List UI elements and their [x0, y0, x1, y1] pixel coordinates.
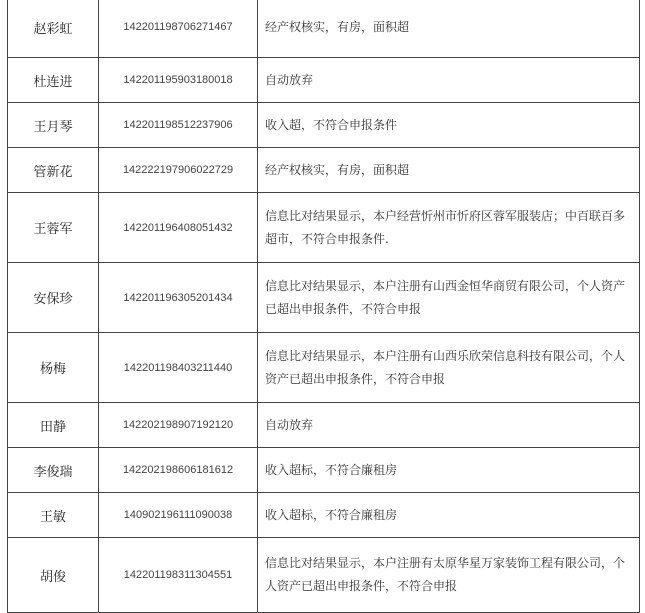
table-row: [8, 58, 640, 103]
rejection-reason: 经产权核实，有房，面积超: [258, 0, 640, 58]
applicant-name: 王敏: [8, 493, 99, 538]
applicant-name: 管新花: [8, 148, 99, 193]
applicant-name: 杨梅: [8, 333, 99, 403]
applicant-table-body: [8, 0, 640, 613]
id-number: 142201198311304551: [99, 538, 258, 613]
applicant-name: 王月琴: [8, 103, 99, 148]
rejection-reason: 收入超，不符合申报条件: [258, 103, 640, 148]
id-number: 142202198606181612: [99, 448, 258, 493]
rejection-reason: 经产权核实，有房，面积超: [258, 148, 640, 193]
applicant-table-container: [7, 0, 639, 613]
table-row: [8, 193, 640, 263]
rejection-reason: 信息比对结果显示，本户注册有山西乐欣荣信息科技有限公司，个人资产已超出申报条件，不符合申报: [258, 333, 640, 403]
id-number: 142222197906022729: [99, 148, 258, 193]
applicant-name: 王蓉军: [8, 193, 99, 263]
applicant-name: 杜连进: [8, 58, 99, 103]
id-number: 142201198706271467: [99, 0, 258, 58]
id-number: 142201196305201434: [99, 263, 258, 333]
table-row: [8, 0, 640, 58]
id-number: 142201195903180018: [99, 58, 258, 103]
id-number: 142202198907192120: [99, 403, 258, 448]
table-row: [8, 263, 640, 333]
table-row: [8, 333, 640, 403]
rejection-reason: 自动放弃: [258, 58, 640, 103]
applicant-table: [7, 0, 640, 613]
applicant-name: 安保珍: [8, 263, 99, 333]
table-row: [8, 538, 640, 613]
rejection-reason: 信息比对结果显示，本户经营忻州市忻府区蓉军服装店；中百联百多超市，不符合申报条件.: [258, 193, 640, 263]
id-number: 142201196408051432: [99, 193, 258, 263]
applicant-name: 赵彩虹: [8, 0, 99, 58]
table-row: [8, 493, 640, 538]
rejection-reason: 收入超标，不符合廉租房: [258, 493, 640, 538]
rejection-reason: 信息比对结果显示，本户注册有山西金恒华商贸有限公司，个人资产已超出申报条件，不符合申报: [258, 263, 640, 333]
id-number: 140902196111090038: [99, 493, 258, 538]
rejection-reason: 信息比对结果显示，本户注册有太原华星万家装饰工程有限公司，个人资产已超出申报条件，不符合申报: [258, 538, 640, 613]
applicant-name: 李俊瑞: [8, 448, 99, 493]
id-number: 142201198403211440: [99, 333, 258, 403]
table-row: [8, 148, 640, 193]
rejection-reason: 收入超标，不符合廉租房: [258, 448, 640, 493]
applicant-name: 胡俊: [8, 538, 99, 613]
table-row: [8, 103, 640, 148]
table-row: [8, 403, 640, 448]
applicant-name: 田静: [8, 403, 99, 448]
rejection-reason: 自动放弃: [258, 403, 640, 448]
table-row: [8, 448, 640, 493]
id-number: 142201198512237906: [99, 103, 258, 148]
